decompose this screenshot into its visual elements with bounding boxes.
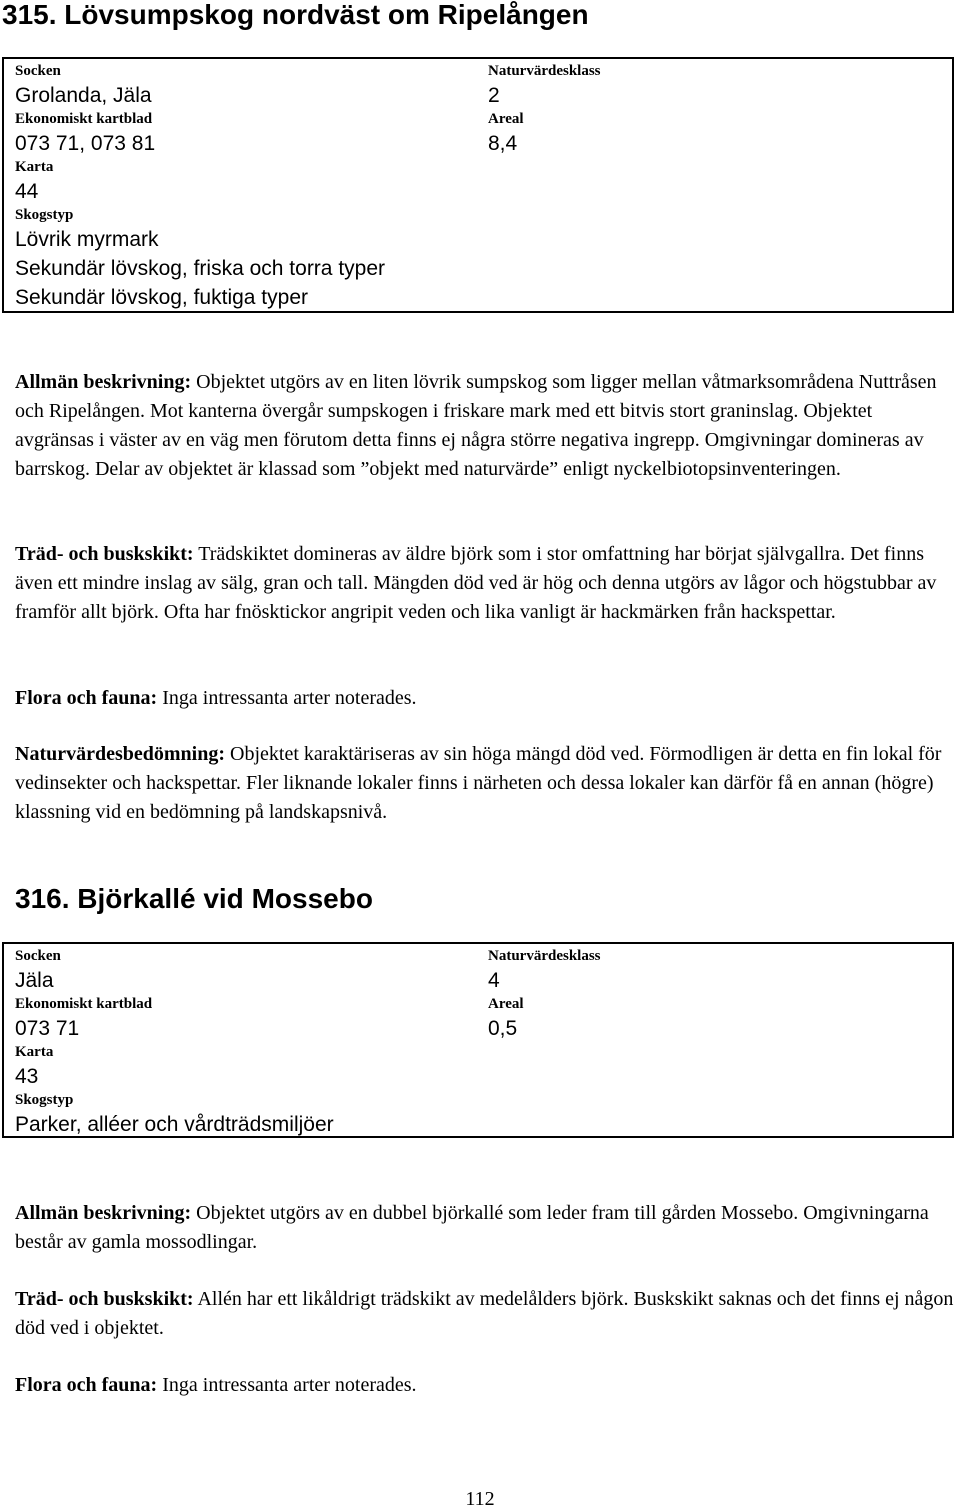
skogstyp-value: Sekundär lövskog, fuktiga typer [15, 286, 308, 309]
trad-heading: Träd- och buskskikt: [15, 1288, 194, 1310]
allman-beskrivning [15, 368, 955, 484]
trad-och-buskskikt [15, 1285, 955, 1343]
kartblad-label: Ekonomiskt kartblad [15, 996, 153, 1012]
naturvardesklass-label: Naturvärdesklass [488, 948, 601, 964]
naturvardesklass-value: 2 [488, 84, 500, 107]
flora-och-fauna [15, 684, 955, 713]
naturvardesbedomning [15, 740, 955, 827]
flora-och-fauna [15, 1371, 955, 1400]
trad-heading: Träd- och buskskikt: [15, 543, 194, 565]
areal-value: 8,4 [488, 132, 518, 155]
karta-value: 44 [15, 180, 39, 203]
karta-label: Karta [15, 159, 54, 175]
allman-text: Objektet utgörs av en dubbel björkallé som leder fram till gården Mossebo. Omgivningarna består av gamla mossodlingar. [15, 1202, 929, 1253]
naturvardesklass-label: Naturvärdesklass [488, 63, 601, 79]
areal-value: 0,5 [488, 1017, 518, 1040]
allman-beskrivning [15, 1199, 955, 1257]
flora-text: Inga intressanta arter noterades. [157, 687, 417, 709]
karta-label: Karta [15, 1044, 54, 1060]
section-title: 315. Lövsumpskog nordväst om Ripelången [2, 0, 589, 30]
flora-heading: Flora och fauna: [15, 687, 158, 709]
allman-heading: Allmän beskrivning: [15, 1202, 192, 1224]
naturvardesklass-value: 4 [488, 969, 500, 992]
skogstyp-value: Lövrik myrmark [15, 228, 159, 251]
areal-label: Areal [488, 111, 524, 127]
info-left-column [15, 947, 334, 1139]
kartblad-value: 073 71 [15, 1017, 80, 1040]
info-left-column [15, 62, 385, 312]
kartblad-value: 073 71, 073 81 [15, 132, 156, 155]
trad-text: Trädskiktet domineras av äldre björk som i stor omfattning har börjat självgallra. Det finns även ett mindre inslag av sälg, gran och tall. Mängden död ved är hög och denna utgörs av lågor och högstubbar av framför allt björk. Ofta har fnösktickor angripit veden och lika vanligt är hackmärken från hackspettar. [15, 543, 937, 623]
info-box [2, 57, 954, 313]
info-box [2, 942, 954, 1138]
section-title: 316. Björkallé vid Mossebo [15, 883, 373, 914]
trad-text: Allén har ett likåldrigt trädskikt av medelålders björk. Buskskikt saknas och det finns ej någon död ved i objektet. [15, 1288, 954, 1339]
skogstyp-label: Skogstyp [15, 1092, 74, 1108]
flora-heading: Flora och fauna: [15, 1374, 158, 1396]
bedomning-text: Objektet karaktäriseras av sin höga mängd död ved. Förmodligen är detta en fin lokal för vedinsekter och hackspettar. Fler liknande lokaler finns i närheten och dessa lokaler kan därför få en annan (högre) klassning vid en bedömning på landskapsnivå. [15, 743, 942, 823]
info-right-column [488, 62, 601, 158]
bedomning-heading: Naturvärdesbedömning: [15, 743, 226, 765]
allman-heading: Allmän beskrivning: [15, 371, 192, 393]
socken-value: Jäla [15, 969, 54, 992]
kartblad-label: Ekonomiskt kartblad [15, 111, 153, 127]
flora-text: Inga intressanta arter noterades. [157, 1374, 417, 1396]
trad-och-buskskikt [15, 540, 955, 627]
areal-label: Areal [488, 996, 524, 1012]
page-number: 112 [465, 1488, 495, 1510]
socken-label: Socken [15, 63, 61, 79]
socken-label: Socken [15, 948, 61, 964]
skogstyp-value: Sekundär lövskog, friska och torra typer [15, 257, 386, 280]
info-right-column [488, 947, 601, 1043]
socken-value: Grolanda, Jäla [15, 84, 152, 107]
allman-text: Objektet utgörs av en liten lövrik sumpskog som ligger mellan våtmarksområdena Nuttråsen och Ripelången. Mot kanterna övergår sumpskogen i friskare mark med ett bitvis stort graninslag. Objektet avgränsas i väster av en väg men förutom detta finns ej några större negativa ingrepp. Omgivningar domineras av barrskog. Delar av objektet är klassad som ”objekt med naturvärde” enligt nyckelbiotopsinventeringen. [15, 371, 937, 480]
skogstyp-value: Parker, alléer och vårdträdsmiljöer [15, 1113, 334, 1136]
skogstyp-label: Skogstyp [15, 207, 74, 223]
karta-value: 43 [15, 1065, 39, 1088]
